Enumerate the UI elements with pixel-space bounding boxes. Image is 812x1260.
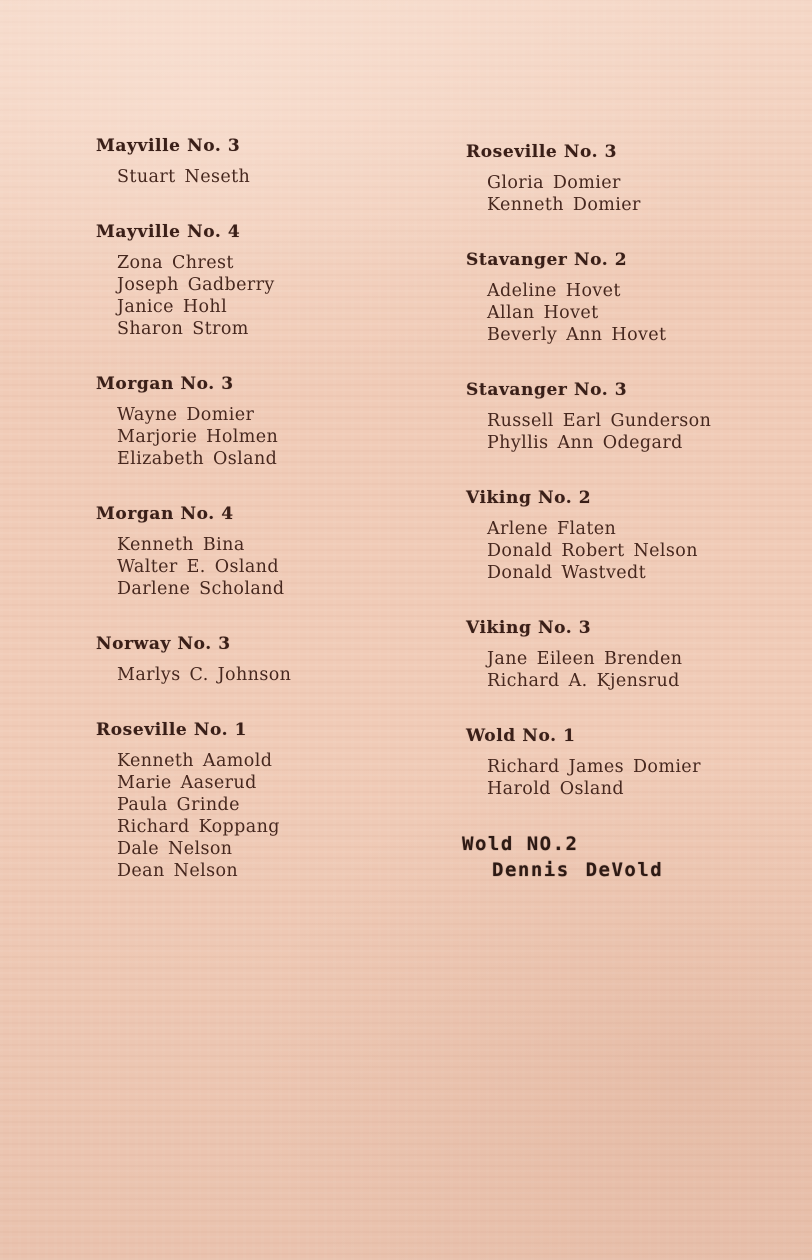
name-list (466, 648, 806, 692)
person-name: Dennis DeVold (492, 859, 664, 881)
name-list (96, 252, 446, 340)
person-name: Jane Eileen Brenden (487, 649, 683, 669)
name-list (466, 410, 806, 454)
district-section-typewritten (462, 833, 806, 881)
person-name: Phyllis Ann Odegard (487, 433, 683, 453)
roster-column-right (462, 0, 806, 914)
person-name: Marjorie Holmen (117, 427, 279, 447)
district-heading: Wold No. 1 (466, 726, 576, 746)
district-section (466, 379, 806, 454)
person-name: Walter E. Osland (117, 557, 279, 577)
name-list (466, 756, 806, 800)
district-heading: Morgan No. 4 (96, 504, 234, 524)
person-name: Richard Koppang (117, 817, 280, 837)
district-heading: Morgan No. 3 (96, 374, 234, 394)
person-name: Paula Grinde (117, 795, 240, 815)
district-section (466, 725, 806, 800)
district-section (96, 373, 446, 470)
district-heading: Stavanger No. 3 (466, 380, 628, 400)
person-name: Dale Nelson (117, 839, 233, 859)
person-name: Darlene Scholand (117, 579, 285, 599)
district-section (466, 141, 806, 216)
person-name: Wayne Domier (117, 405, 255, 425)
person-name: Janice Hohl (117, 297, 228, 317)
district-heading: Mayville No. 3 (96, 136, 241, 156)
person-name: Richard A. Kjensrud (487, 671, 680, 691)
district-heading: Viking No. 3 (466, 618, 592, 638)
district-section (96, 503, 446, 600)
name-list (96, 404, 446, 470)
person-name: Elizabeth Osland (117, 449, 278, 469)
district-section (96, 719, 446, 882)
person-name: Gloria Domier (487, 173, 621, 193)
person-name: Kenneth Aamold (117, 751, 273, 771)
person-name: Stuart Neseth (117, 167, 251, 187)
district-heading: Viking No. 2 (466, 488, 592, 508)
name-list (96, 166, 446, 188)
name-list (96, 750, 446, 882)
person-name: Kenneth Bina (117, 535, 245, 555)
name-list (466, 280, 806, 346)
person-name: Sharon Strom (117, 319, 249, 339)
person-name: Zona Chrest (117, 253, 234, 273)
district-section (466, 617, 806, 692)
person-name: Russell Earl Gunderson (487, 411, 712, 431)
district-heading: Stavanger No. 2 (466, 250, 628, 270)
person-name: Harold Osland (487, 779, 624, 799)
person-name: Dean Nelson (117, 861, 239, 881)
person-name: Arlene Flaten (487, 519, 617, 539)
person-name: Joseph Gadberry (117, 275, 275, 295)
person-name: Kenneth Domier (487, 195, 641, 215)
person-name: Donald Wastvedt (487, 563, 647, 583)
district-heading: Mayville No. 4 (96, 222, 241, 242)
name-list (96, 534, 446, 600)
person-name: Beverly Ann Hovet (487, 325, 667, 345)
district-section (96, 221, 446, 340)
person-name: Adeline Hovet (487, 281, 621, 301)
person-name: Donald Robert Nelson (487, 541, 698, 561)
district-heading: Wold NO.2 (462, 833, 579, 855)
district-section (96, 135, 446, 188)
person-name: Marie Aaserud (117, 773, 257, 793)
district-heading: Roseville No. 3 (466, 142, 618, 162)
name-list (466, 518, 806, 584)
person-name: Richard James Domier (487, 757, 701, 777)
name-list (462, 859, 806, 881)
district-heading: Norway No. 3 (96, 634, 231, 654)
district-section (466, 249, 806, 346)
district-heading: Roseville No. 1 (96, 720, 248, 740)
roster-column-left (96, 0, 446, 915)
name-list (466, 172, 806, 216)
name-list (96, 664, 446, 686)
person-name: Allan Hovet (487, 303, 599, 323)
person-name: Marlys C. Johnson (117, 665, 292, 685)
district-section (466, 487, 806, 584)
district-section (96, 633, 446, 686)
